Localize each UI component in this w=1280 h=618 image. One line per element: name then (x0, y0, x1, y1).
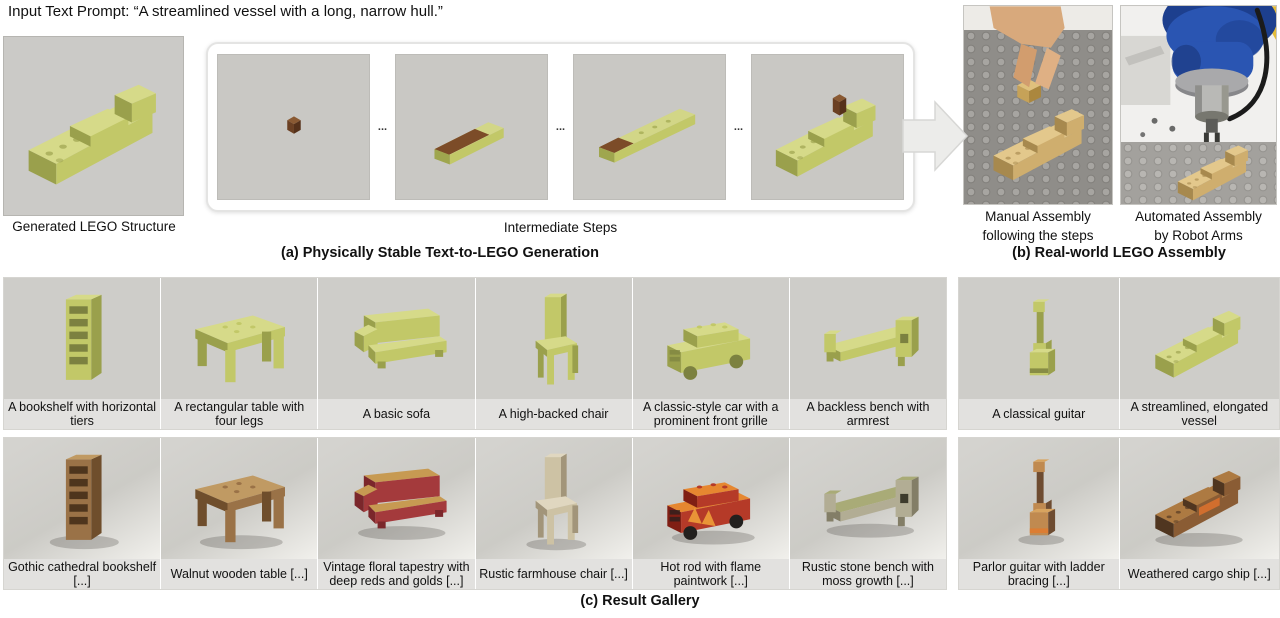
gallery-caption: Parlor guitar with ladder bracing [...] (959, 559, 1119, 589)
input-prompt-text: Input Text Prompt: “A streamlined vessel with a long, narrow hull.” (8, 3, 443, 20)
step-image-1 (217, 54, 370, 200)
gallery-caption: Weathered cargo ship [...] (1120, 559, 1280, 589)
gallery-caption: Walnut wooden table [...] (161, 559, 317, 589)
textured-chair-render (476, 438, 632, 559)
gallery-cell-walnut-table (161, 438, 317, 589)
section-b-label: (b) Real-world LEGO Assembly (1012, 245, 1226, 261)
gallery-cell-car (633, 278, 789, 429)
lego-vessel-render (1120, 278, 1280, 399)
gallery-cell-parlor-guitar (959, 438, 1119, 589)
lego-car-render (633, 278, 789, 399)
gallery-cell-bench (790, 278, 946, 429)
auto-assembly-caption: Automated Assembly by Robot Arms (1135, 209, 1262, 243)
lego-vessel-render (8, 40, 180, 212)
gallery-cell-bookshelf (4, 278, 160, 429)
ellipsis-separator: ... (733, 121, 744, 133)
gallery-caption: A streamlined, elongated vessel (1120, 399, 1280, 429)
gallery-cell-guitar (959, 278, 1119, 429)
gallery-caption: Rustic stone bench with moss growth [...] (790, 559, 946, 589)
generated-structure-image (3, 36, 184, 216)
gallery-caption: A high-backed chair (476, 399, 632, 429)
intermediate-steps-panel (206, 42, 915, 212)
textured-bench-render (790, 438, 946, 559)
gallery-cell-vessel (1120, 278, 1280, 429)
lego-guitar-render (959, 278, 1119, 399)
manual-assembly-caption: Manual Assembly following the steps (982, 209, 1094, 243)
gallery-caption: A bookshelf with horizontal tiers (4, 399, 160, 429)
section-a-label: (a) Physically Stable Text-to-LEGO Generation (281, 245, 599, 261)
robot-assembly-photo (1120, 5, 1277, 205)
lego-sofa-render (318, 278, 474, 399)
gallery-row1-left (3, 277, 947, 430)
gallery-row2-right (958, 437, 1280, 590)
gallery-caption: A backless bench with armrest (790, 399, 946, 429)
step-image-4 (751, 54, 904, 200)
gallery-cell-floral-sofa (318, 438, 474, 589)
lego-bench-render (790, 278, 946, 399)
manual-assembly-photo (963, 5, 1113, 205)
lego-chair-render (476, 278, 632, 399)
textured-sofa-render (318, 438, 474, 559)
gallery-row1-right (958, 277, 1280, 430)
textured-guitar-render (959, 438, 1119, 559)
gallery-caption: A classic-style car with a prominent front grille (633, 399, 789, 429)
generated-structure-caption: Generated LEGO Structure (12, 219, 176, 234)
gallery-cell-table (161, 278, 317, 429)
textured-table-render (161, 438, 317, 559)
lego-table-render (161, 278, 317, 399)
hand (990, 6, 1065, 47)
gallery-cell-hot-rod (633, 438, 789, 589)
gallery-caption: Hot rod with flame paintwork [...] (633, 559, 789, 589)
ellipsis-separator: ... (377, 121, 388, 133)
gallery-cell-chair (476, 278, 632, 429)
textured-ship-render (1120, 438, 1280, 559)
gallery-cell-sofa (318, 278, 474, 429)
gallery-caption: A basic sofa (318, 399, 474, 429)
intermediate-steps-caption: Intermediate Steps (503, 220, 618, 235)
gallery-cell-farmhouse-chair (476, 438, 632, 589)
textured-bookshelf-render (4, 438, 160, 559)
gallery-row2-left (3, 437, 947, 590)
gallery-cell-stone-bench (790, 438, 946, 589)
step-image-2 (395, 54, 548, 200)
gallery-caption: A rectangular table with four legs (161, 399, 317, 429)
step-image-3 (573, 54, 726, 200)
gallery-cell-gothic-bookshelf (4, 438, 160, 589)
gallery-caption: Gothic cathedral bookshelf [...] (4, 559, 160, 589)
gallery-caption: Rustic farmhouse chair [...] (476, 559, 632, 589)
gallery-cell-cargo-ship (1120, 438, 1280, 589)
flow-arrow-icon (901, 94, 971, 178)
gallery-caption: A classical guitar (959, 399, 1119, 429)
gallery-caption: Vintage floral tapestry with deep reds and golds [...] (318, 559, 474, 589)
lego-bookshelf-render (4, 278, 160, 399)
section-c-label: (c) Result Gallery (580, 593, 700, 609)
textured-car-render (633, 438, 789, 559)
ellipsis-separator: ... (555, 121, 566, 133)
